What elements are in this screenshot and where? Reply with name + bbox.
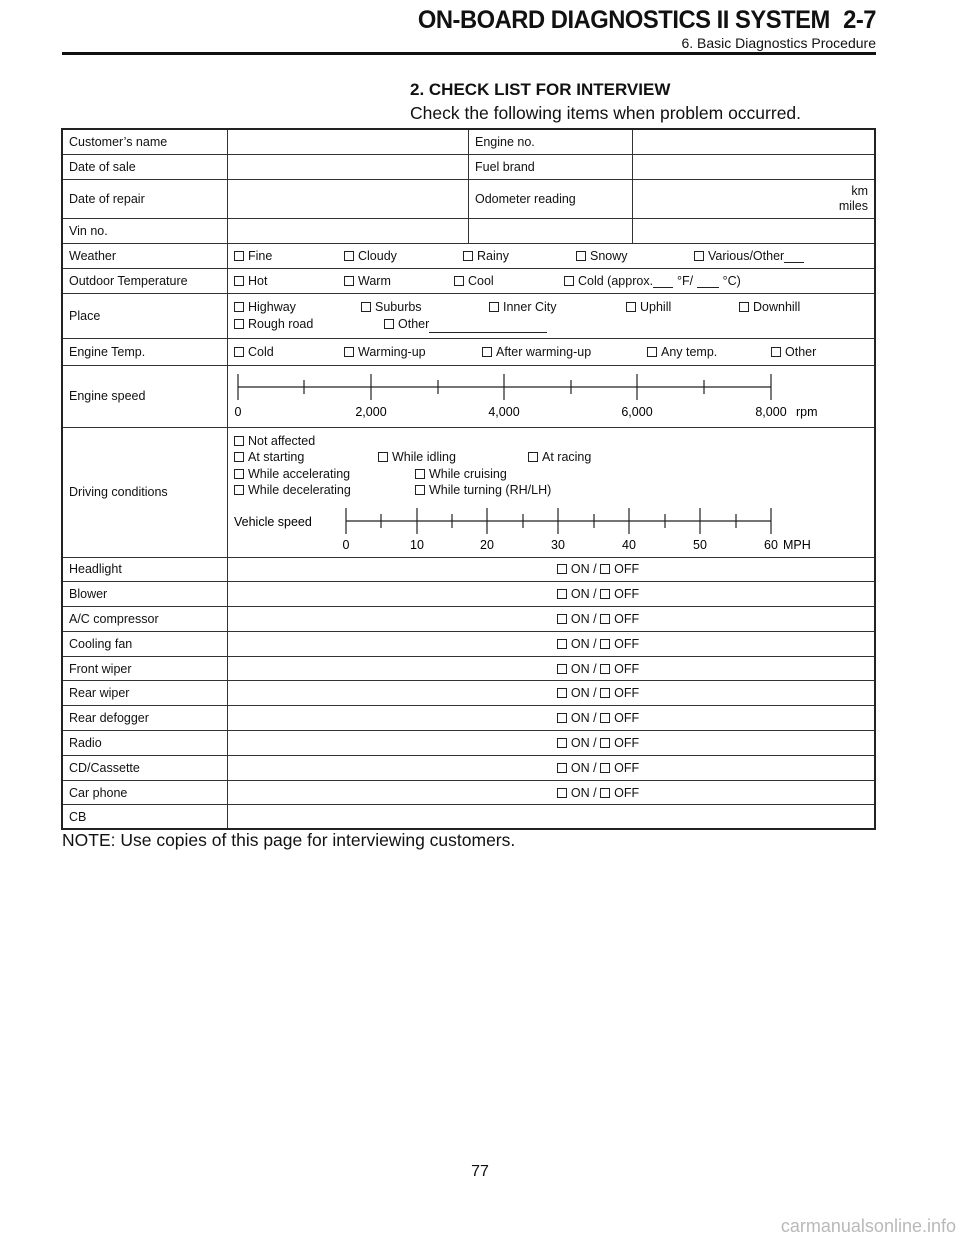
option-suburbs[interactable] bbox=[361, 299, 489, 316]
unit-miles: miles bbox=[838, 198, 868, 213]
off-label: OFF bbox=[614, 636, 640, 651]
on-off-options bbox=[228, 780, 876, 805]
field-odometer[interactable] bbox=[633, 179, 876, 218]
checkbox-icon[interactable] bbox=[626, 302, 636, 312]
option-not-affected[interactable] bbox=[234, 434, 315, 448]
option-on[interactable] bbox=[557, 711, 597, 725]
checkbox-icon[interactable] bbox=[557, 738, 567, 748]
option-off[interactable] bbox=[600, 686, 639, 700]
option-snowy[interactable] bbox=[576, 249, 694, 263]
checkbox-icon[interactable] bbox=[234, 347, 244, 357]
note-text: NOTE: Use copies of this page for interviewing customers. bbox=[62, 830, 516, 850]
label-cb: CB bbox=[62, 805, 228, 829]
weather-options bbox=[228, 243, 876, 268]
on-label: ON / bbox=[570, 661, 597, 676]
lead-text: Check the following items when problem occurred. bbox=[410, 103, 802, 123]
option-label: Highway bbox=[248, 299, 296, 314]
off-label: OFF bbox=[614, 562, 640, 577]
option-hot[interactable] bbox=[234, 274, 344, 288]
option-label: Warm bbox=[358, 273, 391, 288]
off-label: OFF bbox=[614, 661, 640, 676]
checkbox-icon[interactable] bbox=[771, 347, 781, 357]
label-date-of-sale: Date of sale bbox=[62, 154, 228, 179]
blank-line[interactable] bbox=[784, 251, 804, 263]
row-equipment bbox=[62, 631, 875, 656]
option-inner-city[interactable] bbox=[489, 299, 626, 316]
checkbox-icon[interactable] bbox=[557, 763, 567, 773]
option-off[interactable] bbox=[600, 761, 639, 775]
checkbox-icon[interactable] bbox=[234, 251, 244, 261]
checkbox-icon[interactable] bbox=[344, 251, 354, 261]
interview-checklist-table bbox=[61, 128, 876, 830]
checkbox-icon[interactable] bbox=[694, 251, 704, 261]
equipment-rows bbox=[62, 557, 875, 805]
checkbox-icon[interactable] bbox=[361, 302, 371, 312]
option-on[interactable] bbox=[557, 662, 597, 676]
tick-label: 0 bbox=[234, 404, 242, 419]
equipment-label: Cooling fan bbox=[62, 631, 228, 656]
on-label: ON / bbox=[570, 636, 597, 651]
row-equipment bbox=[62, 780, 875, 805]
option-label: Cold (approx. bbox=[578, 273, 654, 288]
on-off-options bbox=[228, 706, 876, 731]
tick-label: 10 bbox=[410, 537, 424, 552]
engine-speed-scale[interactable] bbox=[228, 366, 868, 424]
checkbox-icon[interactable] bbox=[557, 688, 567, 698]
option-various-other[interactable] bbox=[694, 249, 804, 263]
option-cold[interactable] bbox=[234, 345, 344, 359]
option-cool[interactable] bbox=[454, 274, 564, 288]
equipment-label: A/C compressor bbox=[62, 607, 228, 632]
option-label: Inner City bbox=[503, 299, 557, 314]
option-on[interactable] bbox=[557, 761, 597, 775]
option-off[interactable] bbox=[600, 711, 639, 725]
label-fuel-brand: Fuel brand bbox=[469, 154, 633, 179]
row-equipment bbox=[62, 731, 875, 756]
option-while-idling[interactable] bbox=[378, 449, 528, 466]
checkbox-icon[interactable] bbox=[234, 302, 244, 312]
blank-fahrenheit[interactable] bbox=[653, 276, 673, 288]
option-label: Uphill bbox=[640, 299, 672, 314]
option-any-temp[interactable] bbox=[647, 345, 771, 359]
row-equipment bbox=[62, 582, 875, 607]
unit-label: MPH bbox=[783, 537, 811, 552]
option-cold[interactable] bbox=[564, 274, 741, 288]
field-fuel-brand[interactable] bbox=[633, 154, 876, 179]
option-place-other[interactable] bbox=[384, 317, 547, 331]
option-fine[interactable] bbox=[234, 249, 344, 263]
option-downhill[interactable] bbox=[739, 300, 800, 314]
checkbox-icon[interactable] bbox=[600, 788, 610, 798]
option-after-warming-up[interactable] bbox=[482, 345, 647, 359]
off-label: OFF bbox=[614, 760, 640, 775]
tick-label: 50 bbox=[693, 537, 707, 552]
equipment-label: Headlight bbox=[62, 557, 228, 582]
blank-celsius[interactable] bbox=[697, 276, 719, 288]
row-equipment bbox=[62, 557, 875, 582]
option-label: While accelerating bbox=[248, 466, 351, 481]
off-label: OFF bbox=[614, 587, 640, 602]
option-on[interactable] bbox=[557, 637, 597, 651]
field-date-of-repair[interactable] bbox=[228, 179, 469, 218]
row-equipment bbox=[62, 706, 875, 731]
option-rough-road[interactable] bbox=[234, 316, 384, 333]
section-number: 2-7 bbox=[843, 6, 876, 34]
tick-label: 8,000 bbox=[755, 404, 787, 419]
section-heading: 2. CHECK LIST FOR INTERVIEW bbox=[410, 80, 671, 99]
option-label: At racing bbox=[542, 450, 592, 464]
option-off[interactable] bbox=[600, 562, 639, 576]
option-uphill[interactable] bbox=[626, 299, 739, 316]
vehicle-speed-label: Vehicle speed bbox=[234, 514, 312, 529]
on-off-options bbox=[228, 607, 876, 632]
option-on[interactable] bbox=[557, 612, 597, 626]
place-options bbox=[228, 293, 876, 338]
option-label: Warming-up bbox=[358, 344, 426, 359]
option-off[interactable] bbox=[600, 637, 639, 651]
on-off-options bbox=[228, 656, 876, 681]
option-off[interactable] bbox=[600, 736, 639, 750]
option-on[interactable] bbox=[557, 587, 597, 601]
option-off[interactable] bbox=[600, 786, 639, 800]
on-off-options bbox=[228, 631, 876, 656]
on-off-options bbox=[228, 681, 876, 706]
option-engine-temp-other[interactable] bbox=[771, 345, 816, 359]
label-date-of-repair: Date of repair bbox=[62, 179, 228, 218]
header-rule bbox=[62, 52, 876, 55]
option-warming-up[interactable] bbox=[344, 345, 482, 359]
checkbox-icon[interactable] bbox=[234, 276, 244, 286]
option-label: Cool bbox=[468, 273, 494, 288]
option-label: After warming-up bbox=[496, 344, 592, 359]
label-weather: Weather bbox=[62, 243, 228, 268]
field-customer-name[interactable] bbox=[228, 129, 469, 154]
option-at-starting[interactable] bbox=[234, 449, 378, 466]
option-label: Snowy bbox=[590, 248, 628, 263]
checkbox-icon[interactable] bbox=[600, 713, 610, 723]
tick-label: 40 bbox=[622, 537, 636, 552]
option-label: Fine bbox=[248, 248, 273, 263]
checkbox-icon[interactable] bbox=[576, 251, 586, 261]
checkbox-icon[interactable] bbox=[557, 713, 567, 723]
row-equipment bbox=[62, 681, 875, 706]
checkbox-icon[interactable] bbox=[344, 276, 354, 286]
off-label: OFF bbox=[614, 735, 640, 750]
row-vin bbox=[62, 218, 875, 243]
on-label: ON / bbox=[570, 760, 597, 775]
checkbox-icon[interactable] bbox=[600, 639, 610, 649]
checkbox-icon[interactable] bbox=[234, 469, 244, 479]
row-customer-name bbox=[62, 129, 875, 154]
unit-label: rpm bbox=[796, 404, 818, 419]
checkbox-icon[interactable] bbox=[557, 788, 567, 798]
on-label: ON / bbox=[570, 587, 597, 602]
field-vin-3[interactable] bbox=[633, 218, 876, 243]
tick-label: 4,000 bbox=[488, 404, 520, 419]
option-cloudy[interactable] bbox=[344, 249, 463, 263]
tick-label: 6,000 bbox=[621, 404, 653, 419]
checkbox-icon[interactable] bbox=[378, 452, 388, 462]
checkbox-icon[interactable] bbox=[344, 347, 354, 357]
row-equipment bbox=[62, 656, 875, 681]
option-label: While cruising bbox=[429, 466, 507, 481]
checkbox-icon[interactable] bbox=[557, 664, 567, 674]
option-off[interactable] bbox=[600, 612, 639, 626]
option-rainy[interactable] bbox=[463, 249, 576, 263]
label-customer-name: Customer’s name bbox=[62, 129, 228, 154]
header-title: ON-BOARD DIAGNOSTICS II SYSTEM bbox=[417, 6, 830, 34]
equipment-label: Front wiper bbox=[62, 656, 228, 681]
option-on[interactable] bbox=[557, 562, 597, 576]
on-label: ON / bbox=[570, 785, 597, 800]
checkbox-icon[interactable] bbox=[557, 564, 567, 574]
label-engine-no: Engine no. bbox=[469, 129, 633, 154]
option-label: Suburbs bbox=[375, 299, 422, 314]
unit-km: km bbox=[851, 183, 868, 198]
row-outdoor-temp bbox=[62, 268, 875, 293]
option-label: Hot bbox=[248, 273, 268, 288]
on-label: ON / bbox=[570, 686, 597, 701]
checkbox-icon[interactable] bbox=[463, 251, 473, 261]
option-on[interactable] bbox=[557, 686, 597, 700]
field-engine-no[interactable] bbox=[633, 129, 876, 154]
row-engine-speed bbox=[62, 365, 875, 427]
field-vin[interactable] bbox=[228, 218, 469, 243]
tick-label: 30 bbox=[551, 537, 565, 552]
checkbox-icon[interactable] bbox=[600, 664, 610, 674]
checkbox-icon[interactable] bbox=[415, 469, 425, 479]
checkbox-icon[interactable] bbox=[234, 436, 244, 446]
off-label: OFF bbox=[614, 611, 640, 626]
engine-temp-options bbox=[228, 338, 876, 365]
option-label: Not affected bbox=[248, 433, 316, 448]
vehicle-speed-scale[interactable] bbox=[228, 502, 868, 554]
label-engine-temp: Engine Temp. bbox=[62, 338, 228, 365]
checkbox-icon[interactable] bbox=[234, 319, 244, 329]
on-label: ON / bbox=[570, 735, 597, 750]
row-date-of-sale bbox=[62, 154, 875, 179]
equipment-label: Rear wiper bbox=[62, 681, 228, 706]
option-label: While idling bbox=[392, 450, 456, 464]
header-subtitle: 6. Basic Diagnostics Procedure bbox=[681, 35, 876, 51]
checkbox-icon[interactable] bbox=[600, 614, 610, 624]
option-label: At starting bbox=[248, 450, 305, 464]
unit-fahrenheit: °F/ bbox=[677, 273, 694, 288]
checkbox-icon[interactable] bbox=[482, 347, 492, 357]
label-odometer: Odometer reading bbox=[469, 179, 633, 218]
option-on[interactable] bbox=[557, 736, 597, 750]
option-label: While turning (RH/LH) bbox=[429, 483, 552, 497]
off-label: OFF bbox=[614, 686, 640, 701]
on-label: ON / bbox=[570, 711, 597, 726]
equipment-label: Blower bbox=[62, 582, 228, 607]
option-label: Cloudy bbox=[358, 248, 397, 263]
checkbox-icon[interactable] bbox=[454, 276, 464, 286]
checkbox-icon[interactable] bbox=[600, 738, 610, 748]
equipment-label: CD/Cassette bbox=[62, 755, 228, 780]
checkbox-icon[interactable] bbox=[528, 452, 538, 462]
option-label: Other bbox=[398, 316, 430, 331]
equipment-label: Car phone bbox=[62, 780, 228, 805]
checkbox-icon[interactable] bbox=[557, 589, 567, 599]
checkbox-icon[interactable] bbox=[415, 485, 425, 495]
on-label: ON / bbox=[570, 562, 597, 577]
option-while-turning[interactable] bbox=[415, 483, 551, 497]
on-off-options bbox=[228, 582, 876, 607]
label-outdoor-temp: Outdoor Temperature bbox=[62, 268, 228, 293]
row-equipment bbox=[62, 607, 875, 632]
option-label: Other bbox=[785, 344, 817, 359]
option-while-accelerating[interactable] bbox=[234, 466, 415, 483]
option-off[interactable] bbox=[600, 662, 639, 676]
row-date-of-repair bbox=[62, 179, 875, 218]
driving-options bbox=[228, 427, 876, 557]
on-label: ON / bbox=[570, 611, 597, 626]
row-cb bbox=[62, 805, 875, 829]
page-number: 77 bbox=[471, 1163, 489, 1180]
label-engine-speed: Engine speed bbox=[62, 365, 228, 427]
option-warm[interactable] bbox=[344, 274, 454, 288]
on-off-options bbox=[228, 731, 876, 756]
option-label: Any temp. bbox=[661, 344, 718, 359]
tick-label: 0 bbox=[342, 537, 350, 552]
temp-options bbox=[228, 268, 876, 293]
tick-label: 60 bbox=[764, 537, 778, 552]
equipment-label: Rear defogger bbox=[62, 706, 228, 731]
checkbox-icon[interactable] bbox=[647, 347, 657, 357]
off-label: OFF bbox=[614, 785, 640, 800]
checkbox-icon[interactable] bbox=[557, 639, 567, 649]
field-date-of-sale[interactable] bbox=[228, 154, 469, 179]
off-label: OFF bbox=[614, 711, 640, 726]
option-highway[interactable] bbox=[234, 299, 361, 316]
option-label: Cold bbox=[248, 344, 274, 359]
option-at-racing[interactable] bbox=[528, 450, 591, 464]
field-cb[interactable] bbox=[228, 805, 876, 829]
row-place bbox=[62, 293, 875, 338]
checkbox-icon[interactable] bbox=[489, 302, 499, 312]
checkbox-icon[interactable] bbox=[234, 452, 244, 462]
tick-label: 20 bbox=[480, 537, 494, 552]
label-place: Place bbox=[62, 293, 228, 338]
row-engine-temp bbox=[62, 338, 875, 365]
label-driving-conditions: Driving conditions bbox=[62, 427, 228, 557]
page-header-title bbox=[44, 6, 876, 35]
checkbox-icon[interactable] bbox=[234, 485, 244, 495]
option-label: Various/Other bbox=[708, 248, 785, 263]
checkbox-icon[interactable] bbox=[384, 319, 394, 329]
field-vin-2[interactable] bbox=[469, 218, 633, 243]
label-vin: Vin no. bbox=[62, 218, 228, 243]
watermark: carmanualsonline.info bbox=[780, 1216, 956, 1236]
option-label: Downhill bbox=[753, 299, 801, 314]
option-label: Rough road bbox=[248, 316, 314, 331]
on-off-options bbox=[228, 557, 876, 582]
equipment-label: Radio bbox=[62, 731, 228, 756]
tick-label: 2,000 bbox=[355, 404, 387, 419]
blank-line[interactable] bbox=[429, 321, 547, 333]
option-while-cruising[interactable] bbox=[415, 467, 507, 481]
row-driving-conditions bbox=[62, 427, 875, 557]
option-while-decelerating[interactable] bbox=[234, 482, 415, 499]
engine-speed-cell bbox=[228, 365, 876, 427]
unit-celsius: °C) bbox=[722, 273, 741, 288]
option-label: Rainy bbox=[477, 248, 509, 263]
row-weather bbox=[62, 243, 875, 268]
checkbox-icon[interactable] bbox=[600, 564, 610, 574]
checkbox-icon[interactable] bbox=[564, 276, 574, 286]
checkbox-icon[interactable] bbox=[557, 614, 567, 624]
checkbox-icon[interactable] bbox=[739, 302, 749, 312]
checkbox-icon[interactable] bbox=[600, 763, 610, 773]
row-equipment bbox=[62, 755, 875, 780]
checkbox-icon[interactable] bbox=[600, 589, 610, 599]
checkbox-icon[interactable] bbox=[600, 688, 610, 698]
option-label: While decelerating bbox=[248, 483, 351, 497]
option-on[interactable] bbox=[557, 786, 597, 800]
on-off-options bbox=[228, 755, 876, 780]
option-off[interactable] bbox=[600, 587, 639, 601]
